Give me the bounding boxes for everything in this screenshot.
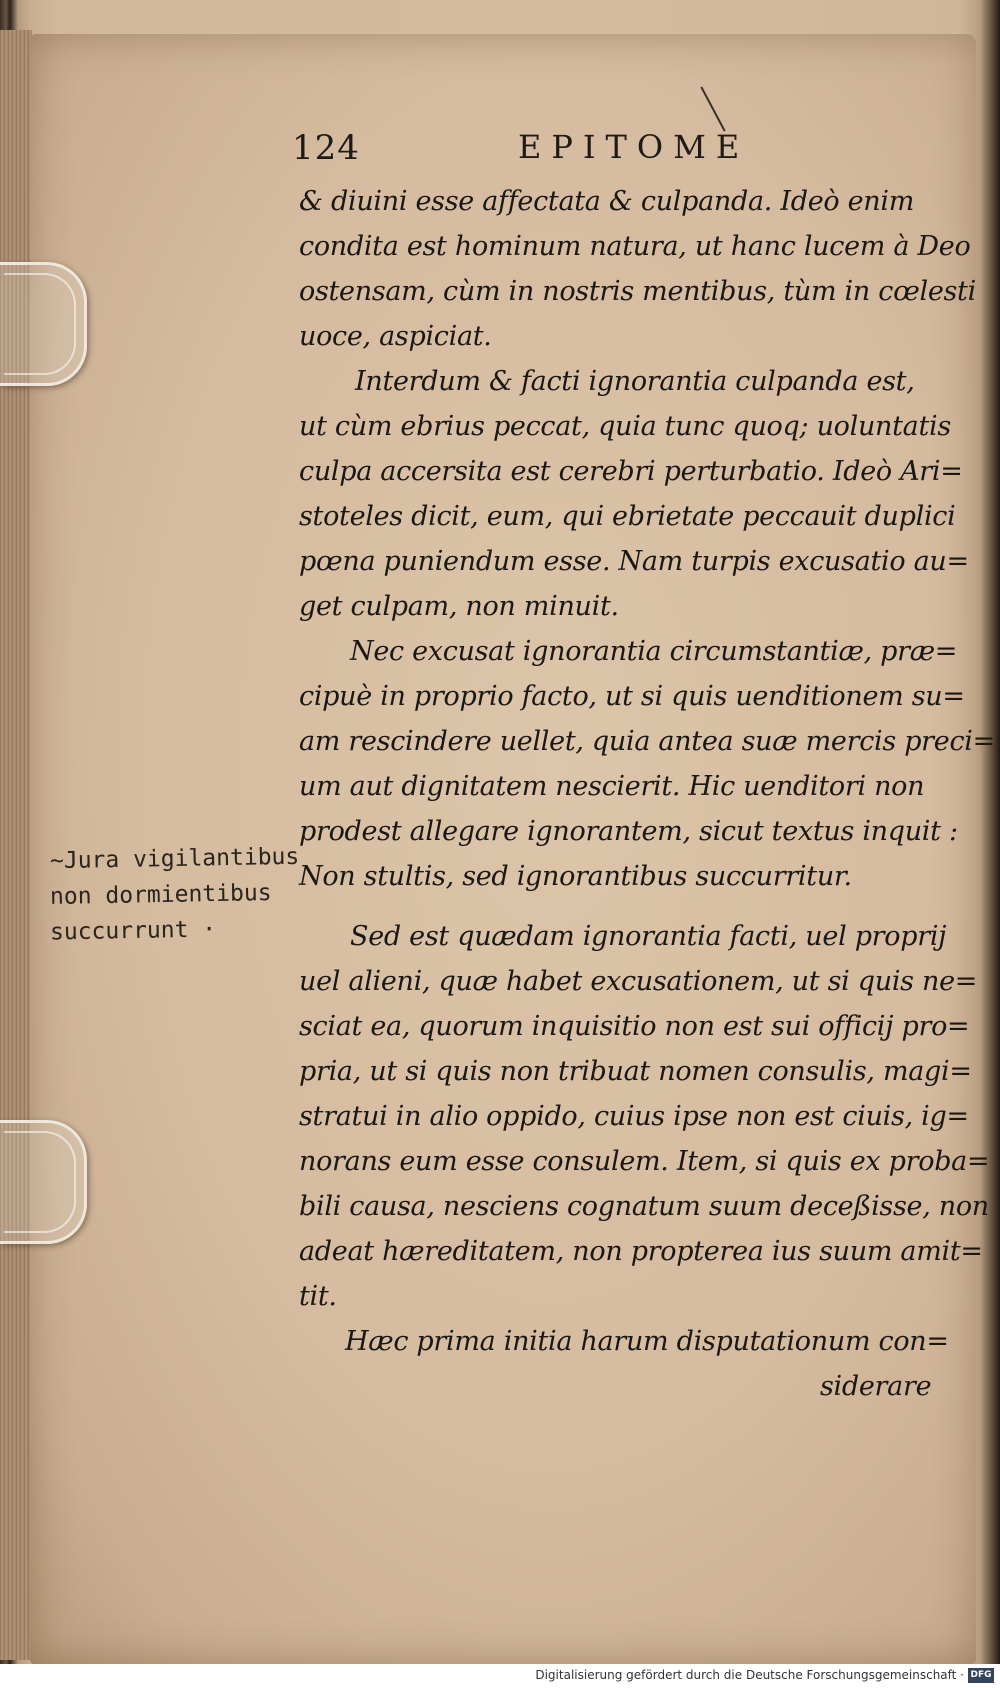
page-header — [292, 128, 792, 178]
text-line: stoteles dicit, eum, qui ebrietate peccauit duplici — [299, 501, 956, 532]
marginalia-line: succurrunt · — [49, 916, 217, 946]
catchword: siderare — [820, 1371, 932, 1402]
marginalia-line: ~Jura vigilantibus — [49, 843, 300, 875]
text-line: Sed est quædam ignorantia facti, uel proprij — [350, 921, 947, 952]
text-line: cipuè in proprio facto, ut si quis uenditionem su= — [299, 681, 965, 712]
marginalia-line: non dormientibus — [49, 880, 272, 910]
text-line: tit. — [299, 1281, 337, 1312]
text-line: ut cùm ebrius peccat, quia tunc quoq; uoluntatis — [299, 411, 951, 442]
text-line: sciat ea, quorum inquisitio non est sui officij pro= — [299, 1011, 970, 1042]
text-line: am rescindere uellet, quia antea suæ mercis preci= — [299, 726, 995, 757]
funding-credit: Digitalisierung gefördert durch die Deutsche Forschungsgemeinschaft · — [535, 1668, 964, 1682]
text-line: condita est hominum natura, ut hanc lucem à Deo — [299, 231, 971, 262]
running-head: EPITOME — [518, 128, 750, 166]
text-line: norans eum esse consulem. Item, si quis ex proba= — [299, 1146, 990, 1177]
text-line: ostensam, cùm in nostris mentibus, tùm in cœlesti — [299, 276, 976, 307]
text-line: stratui in alio oppido, cuius ipse non est ciuis, ig= — [299, 1101, 969, 1132]
text-line: pœna puniendum esse. Nam turpis excusatio au= — [299, 546, 969, 577]
text-line: Non stultis, sed ignorantibus succurritur. — [299, 861, 852, 892]
text-line: uoce, aspiciat. — [299, 321, 492, 352]
text-line: adeat hæreditatem, non propterea ius suum amit= — [299, 1236, 983, 1267]
text-line: uel alieni, quæ habet excusationem, ut si quis ne= — [299, 966, 978, 997]
clasp-tab-upper — [0, 262, 87, 386]
digitization-footer — [0, 1664, 1000, 1688]
text-line: prodest allegare ignorantem, sicut textus inquit : — [299, 816, 958, 847]
text-line: Nec excusat ignorantia circumstantiæ, præ= — [350, 636, 958, 667]
text-line: culpa accersita est cerebri perturbatio. Ideò Ari= — [299, 456, 963, 487]
folio-number: 124 — [292, 128, 360, 168]
text-line: bili causa, nesciens cognatum suum deceßisse, non — [299, 1191, 989, 1222]
text-line: um aut dignitatem nescierit. Hic uenditori non — [299, 771, 925, 802]
text-line: Hæc prima initia harum disputationum con= — [345, 1326, 949, 1357]
text-line: get culpam, non minuit. — [299, 591, 619, 622]
text-line: pria, ut si quis non tribuat nomen consulis, magi= — [299, 1056, 972, 1087]
clasp-tab-lower — [0, 1120, 87, 1244]
dfg-logo-icon: DFG — [968, 1668, 994, 1683]
text-line: Interdum & facti ignorantia culpanda est, — [355, 366, 915, 397]
text-line: & diuini esse affectata & culpanda. Ideò enim — [299, 186, 915, 217]
